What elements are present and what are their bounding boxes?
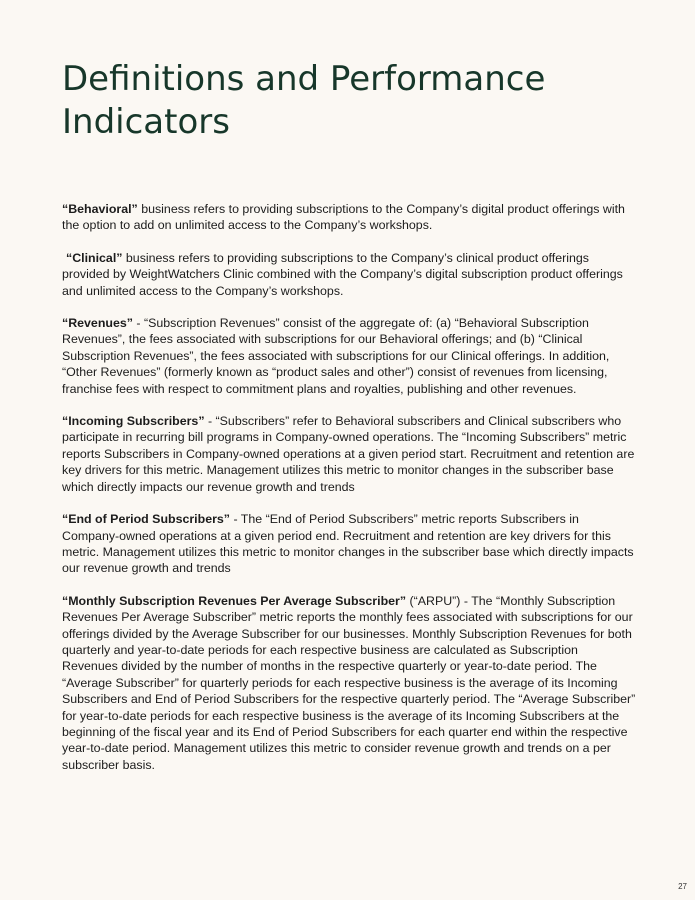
definition-text: - “Subscribers” refer to Behavioral subscribers and Clinical subscribers who participate in recurring bill programs in Company-owned operations. The “Incoming Subscribers” metric reports Subscribers in Company-owned operations at a given period start. Recruitment and retention are key drivers for this metric. Management utilizes this metric to monitor changes in the subscriber base which directly impacts our revenue growth and trends	[62, 414, 635, 494]
definition-term: “End of Period Subscribers”	[62, 512, 230, 527]
definition-clinical	[62, 250, 636, 299]
definition-incoming-subscribers	[62, 413, 636, 495]
definition-text: - “Subscription Revenues” consist of the aggregate of: (a) “Behavioral Subscription Revenues”, the fees associated with subscriptions for our Behavioral offerings; and (b) “Clinical Subscription Revenues”, the fees associated with subscriptions for our Clinical offerings. In addition, “Other Revenues” (formerly known as “product sales and other”) consist of revenues from licensing, franchise fees with respect to commitment plans and royalties, publishing and other revenues.	[62, 316, 610, 396]
definition-text: business refers to providing subscriptions to the Company’s digital product offerings with the option to add on unlimited access to the Company’s workshops.	[62, 202, 625, 233]
definition-arpu	[62, 593, 636, 773]
definition-text: - The “End of Period Subscribers” metric reports Subscribers in Company-owned operations at a given period end. Recruitment and retention are key drivers for this metric. Management utilizes this metric to monitor changes in the subscriber base which directly impacts our revenue growth and trends	[62, 512, 634, 576]
definitions-section	[62, 201, 636, 789]
page-title: Definitions and Performance Indicators	[62, 59, 546, 142]
definition-behavioral	[62, 201, 636, 234]
definition-text: (“ARPU”) - The “Monthly Subscription Revenues Per Average Subscriber” metric reports the monthly fees associated with subscriptions for our offerings divided by the Average Subscriber for our businesses. Monthly Subscription Revenues for both quarterly and year-to-date periods for each respective business are calculated as Subscription Revenues divided by the number of months in the respective quarterly or year-to-date period. The “Average Subscriber” for quarterly periods for each respective business is the average of its Incoming Subscribers and End of Period Subscribers for the respective quarterly period. The “Average Subscriber” for year-to-date periods for each respective business is the average of its Incoming Subscribers at the beginning of the fiscal year and its End of Period Subscribers for each quarter end within the respective year-to-date period. Management utilizes this metric to consider revenue growth and trends on a per subscriber basis.	[62, 593, 636, 772]
definition-term: “Monthly Subscription Revenues Per Average Subscriber”	[62, 593, 407, 608]
definition-term: “Behavioral”	[62, 202, 138, 216]
definition-end-of-period-subscribers	[62, 511, 636, 577]
definition-revenues	[62, 315, 636, 397]
definition-term: “Revenues”	[62, 316, 133, 331]
definition-term: “Incoming Subscribers”	[62, 414, 205, 429]
definition-text: business refers to providing subscriptions to the Company’s clinical product offerings provided by WeightWatchers Clinic combined with the Company’s digital subscription product offerings and unlimited access to the Company’s workshops.	[62, 250, 623, 298]
page-number: 27	[678, 882, 687, 891]
definition-term: “Clinical”	[66, 250, 123, 265]
